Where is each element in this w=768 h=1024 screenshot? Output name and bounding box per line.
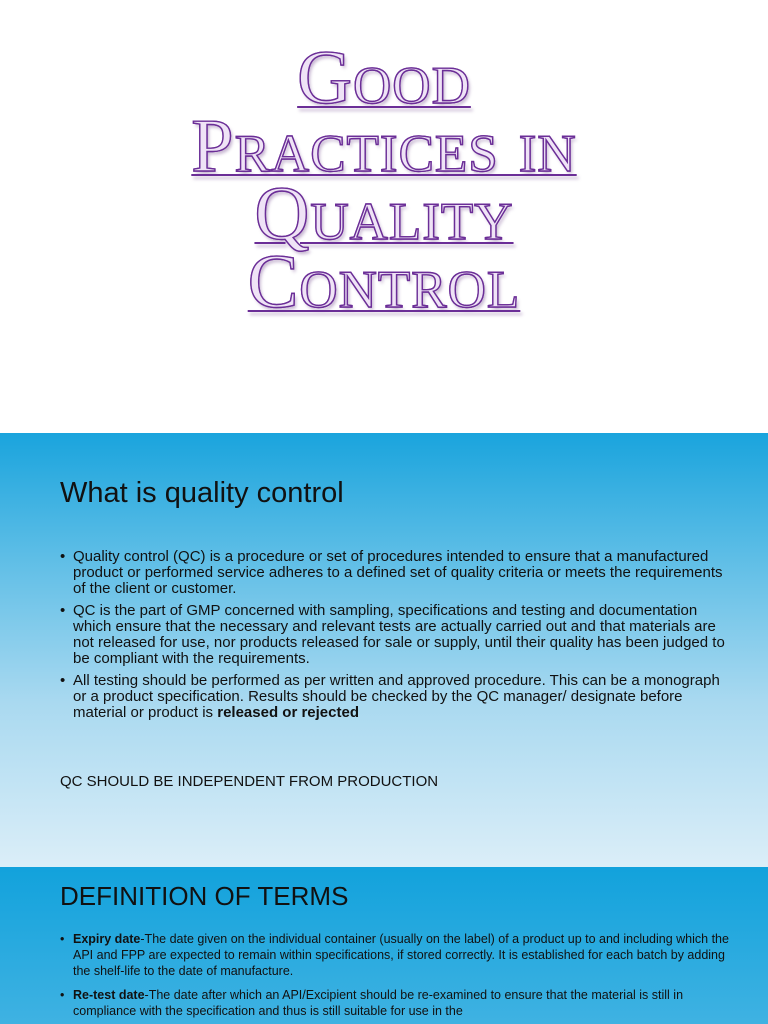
independence-note: QC SHOULD BE INDEPENDENT FROM PRODUCTION bbox=[60, 773, 439, 790]
term-list bbox=[60, 931, 734, 1024]
bullet-text: All testing should be performed as per written and approved procedure. This can be a monograph or a product specification. Results should be checked by the QC manager/ designate before material or product is bbox=[73, 672, 720, 721]
bullet-emphasis: released or rejected bbox=[217, 704, 359, 721]
bullet-list bbox=[60, 549, 734, 727]
term-item bbox=[60, 931, 734, 979]
title-slide bbox=[0, 0, 768, 433]
bullet-item: • Quality control (QC) is a procedure or set of procedures intended to ensure that a manufactured product or performed service adheres to a defined set of quality criteria or meets the requirements of the client or customer. bbox=[60, 549, 734, 597]
bullet-item bbox=[60, 673, 734, 721]
title-line: Good bbox=[297, 36, 471, 120]
title-line: Quality bbox=[254, 172, 514, 256]
term-item bbox=[60, 987, 734, 1019]
term-name: Expiry date bbox=[73, 932, 141, 946]
slide-heading: What is quality control bbox=[60, 477, 344, 509]
title-line: Practices in bbox=[191, 104, 577, 188]
presentation-title bbox=[0, 36, 768, 324]
term-definition: -The date given on the individual container (usually on the label) of a product up to and including which the API and FPP are expected to remain within specifications, if stored correctly. It is established for each batch by adding the shelf-life to the date of manufacture. bbox=[73, 932, 729, 978]
definition-of-terms-slide bbox=[0, 867, 768, 1024]
bullet-item: • QC is the part of GMP concerned with sampling, specifications and testing and documentation which ensure that the necessary and relevant tests are actually carried out and that materials are not released for use, nor products released for sale or supply, until their quality has been judged to be compliant with the requirements. bbox=[60, 603, 734, 667]
quality-control-slide bbox=[0, 433, 768, 867]
term-definition: -The date after which an API/Excipient should be re-examined to ensure that the material is still in compliance with the specification and thus is still suitable for use in the bbox=[73, 988, 684, 1018]
title-line: Control bbox=[247, 240, 521, 324]
slide-heading: DEFINITION OF TERMS bbox=[60, 881, 349, 911]
term-name: Re-test date bbox=[73, 988, 145, 1002]
